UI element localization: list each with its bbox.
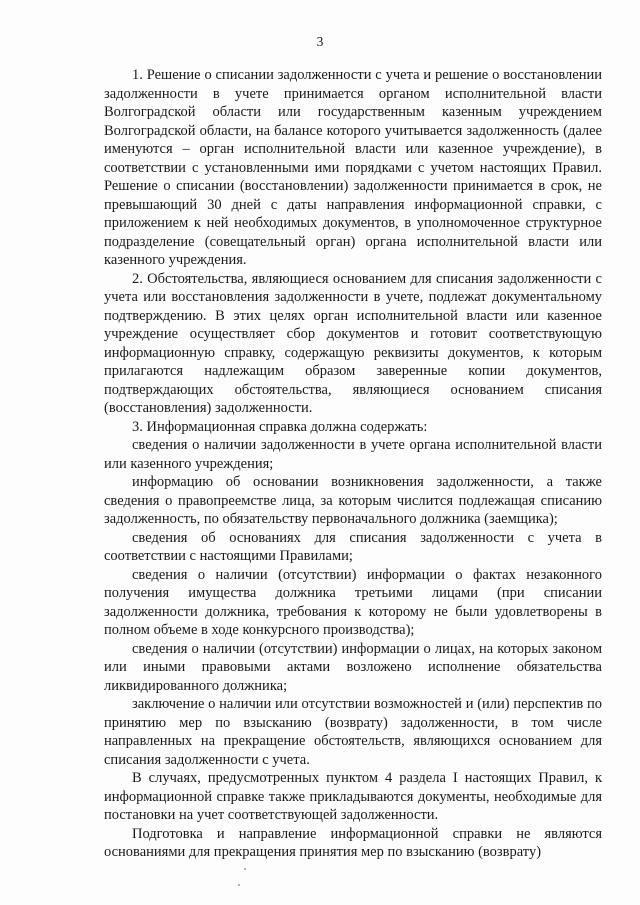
document-body [104, 66, 602, 862]
list-item-illegal-property: сведения о наличии (отсутствии) информации о фактах незаконного получения имущества должника третьими лицами (при списании задолженности должника, требования к которому не были удовлетворены в полном объеме в ходе конкурсного производства); [104, 566, 602, 638]
paragraph-2: 2. Обстоятельства, являющиеся основанием для списания задолженности с учета или восстановления задолженности в учете, подлежат документальному подтверждению. В этих целях орган исполнительной власти или казенное учреждение осуществляет сбор документов и готовит соответствующую информационную справку, содержащую реквизиты документов, к которым прилагаются надлежащим образом заверенные копии документов, подтверждающих обстоятельства, являющиеся основанием списания (восстановления) задолженности. [104, 270, 602, 416]
list-item-liable-persons: сведения о наличии (отсутствии) информации о лицах, на которых законом или иными правовыми актами возложено исполнение обязательства ликвидированного должника; [104, 640, 602, 694]
list-item-conclusion: заключение о наличии или отсутствии возможностей и (или) перспектив по принятию мер по взысканию (возврату) задолженности, в том числе направленных на прекращение обстоятельств, являющихся основанием для списания задолженности с учета. [104, 696, 602, 768]
list-item-debt-origin: информацию об основании возникновения задолженности, а также сведения о правопреемстве лица, за которым числится подлежащая списанию задолженность, по обязательству первоначального должника (заемщика); [104, 474, 602, 527]
paragraph-3: 3. Информационная справка должна содержать: [132, 418, 428, 435]
list-item-debt-info: сведения о наличии задолженности в учете органа исполнительной власти или казенного учреждения; [104, 437, 602, 472]
paragraph-1: 1. Решение о списании задолженности с учета и решение о восстановлении задолженности в учете принимается органом исполнительной власти Волгоградской области или государственным казенным учреждением Волгоградской области, на балансе которого учитывается задолженность (далее именуются – орган исполнительной власти или казенное учреждение), в соответствии с установленными ими порядками с учетом настоящих Правил. Решение о списании (восстановлении) задолженности принимается в срок, не превышающий 30 дней с даты направления информационной справки, с приложением к ней необходимых документов, в уполномоченное структурное подразделение (совещательный орган) органа исполнительной власти или казенного учреждения. [104, 67, 602, 268]
scan-speck [244, 868, 246, 870]
paragraph-cases: В случаях, предусмотренных пунктом 4 раздела I настоящих Правил, к информационной справке также прикладываются документы, необходимые для постановки на учет соответствующей задолженности. [104, 770, 602, 823]
list-item-writeoff-grounds: сведения об основаниях для списания задолженности с учета в соответствии с настоящими Правилами; [104, 529, 602, 564]
paragraph-preparation: Подготовка и направление информационной справки не являются основаниями для прекращения принятия мер по взысканию (возврату) [104, 825, 602, 860]
scan-speck [238, 884, 240, 886]
page-number: 3 [316, 34, 324, 49]
